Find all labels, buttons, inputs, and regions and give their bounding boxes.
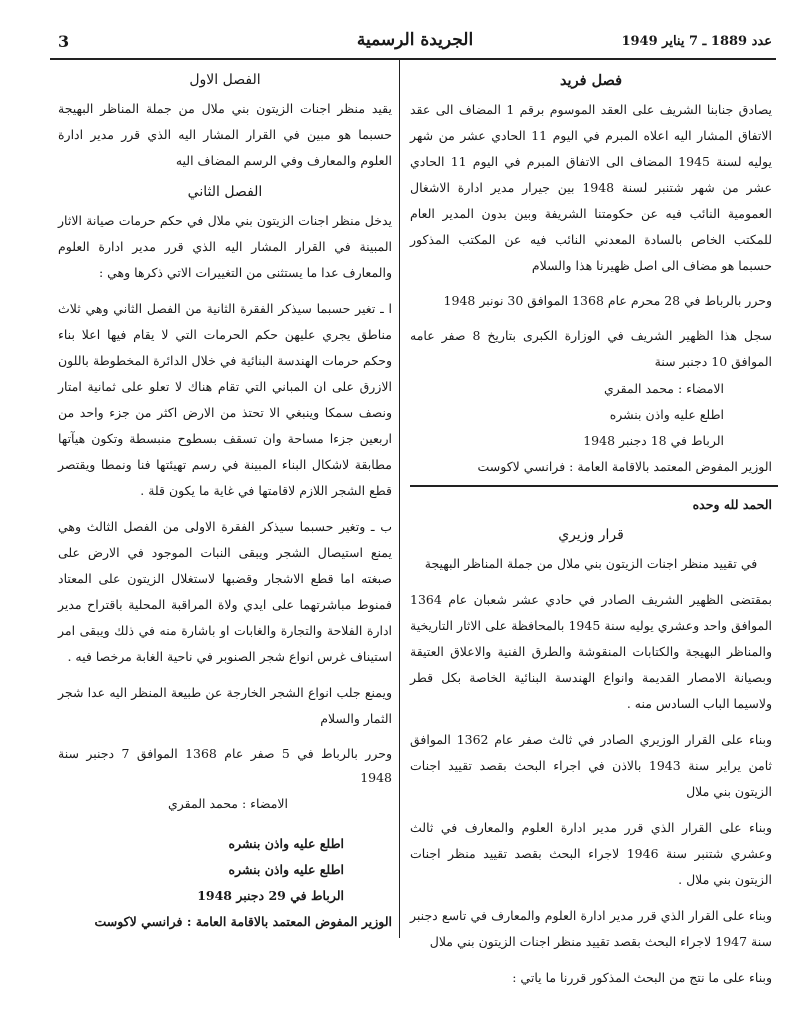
hamd-line: الحمد لله وحده — [692, 497, 772, 512]
seen-approved: اطلع عليه واذن بنشره — [609, 407, 724, 422]
chapter-1-paragraph: يقيد منظر اجنات الزيتون بني ملال من جملة المناظر البهيجة حسبما هو مبين في القرار المشار اليه الذي قرر مدير ادارة العلوم والمعارف وفي الرسم المضاف اليه — [58, 101, 392, 168]
preamble-paragraph-5: وبناء على ما نتج من البحث المذكور قررنا ما ياتي : — [512, 970, 772, 985]
dated-line: وحرر بالرباط في 28 محرم عام 1368 الموافق 30 نونبر 1948 — [443, 293, 772, 308]
resident-signature: الوزير المفوض المعتمد بالاقامة العامة : فرانسي لاكوست — [477, 459, 772, 474]
preamble-paragraph-4: وبناء على القرار الذي قرر مدير ادارة العلوم والمعارف في تاسع دجنبر سنة 1947 لاجراء البحث بقصد تقييد منظر اجنات الزيتون بني ملال — [410, 908, 772, 949]
signature: الامضاء : محمد المقري — [603, 381, 724, 396]
decree-subject: في تقييد منظر اجنات الزيتون بني ملال من جملة المناظر البهيجة — [424, 556, 758, 571]
chapter-title: فصل فريد — [559, 72, 623, 89]
header-rule — [50, 58, 776, 60]
resident-signature: الوزير المفوض المعتمد بالاقامة العامة : فرانسي لاكوست — [94, 914, 392, 929]
right-column — [410, 62, 772, 991]
left-column — [58, 62, 392, 936]
chapter-2-paragraph: يدخل منظر اجنات الزيتون بني ملال في حكم حرمات صيانة الاثار المبينة في القرار المشار اليه الذي قرر مدير ادارة العلوم والمعارف عدا ما يستثنى من التغييرات الاتي ذكرها وهي : — [58, 213, 392, 280]
registration-paragraph: سجل هذا الظهير الشريف في الوزارة الكبرى بتاريخ 8 صفر عامه الموافق 10 دجنبر سنة — [410, 328, 772, 369]
place-date: الرباط في 29 دجنبر 1948 — [197, 888, 344, 903]
preamble-paragraph-2: وبناء على القرار الوزيري الصادر في ثالث صفر عام 1362 الموافق ثامن يراير سنة 1943 بالاذن في اجراء البحث بقصد تقييد اجنات الزيتون بني ملال — [410, 732, 773, 799]
chapter-1-title: الفصل الاول — [189, 72, 261, 88]
dated-line: وحرر بالرباط في 5 صفر عام 1368 الموافق 7 دجنبر سنة 1948 — [58, 746, 392, 785]
gazette-title: الجريدة الرسمية — [356, 30, 474, 50]
closing-paragraph: ويمنع جلب انواع الشجر الخارجة عن طبيعة المنظر اليه عدا شجر الثمار والسلام — [58, 685, 392, 726]
issue-number: عدد 1889 ـ 7 يناير 1949 — [621, 34, 772, 49]
clause-b-paragraph: ب ـ وتغير حسبما سيذكر الفقرة الاولى من الفصل الثالث وهي يمنع استيصال الشجر ويبقى النبات الموجود في الارض على صبغته اما قطع الاشجار وقضبها لاستغلال الزيتون على المعتاد فمنوط مباشرتهما على ايدي ولاة المراقبة المحلية باقتراح مدير ادارة الفلاحة والتجارة والغابات او باشارة منه في ذلك ويبقى امر استيناف غرس انواع شجر الصنوبر في ناحية الغابة مرخصا فيه . — [58, 519, 392, 664]
seen-approved-1: اطلع عليه واذن بنشره — [228, 836, 344, 851]
column-divider — [399, 60, 400, 938]
decree-title: قرار وزيري — [558, 527, 624, 543]
signature: الامضاء : محمد المقري — [167, 796, 288, 811]
page-header — [58, 28, 772, 58]
section-rule — [410, 485, 778, 487]
chapter-2-title: الفصل الثاني — [187, 184, 263, 200]
place-date: الرباط في 18 دجنبر 1948 — [583, 433, 724, 448]
clause-a-paragraph: ا ـ تغير حسبما سيذكر الفقرة الثانية من الفصل الثاني وهي ثلاث مناطق يجري عليهن حكم الحرمات التي لا يقام فيها اعلا بناء وحكم حرمات الهندسة البنائية في خلال الدائرة المخطوطة باللون الازرق على ان المباني التي تقام هناك لا تعلو على ثمانية امتار ونصف سمكا وينبغي الا تحتذ من الارض اكثر من جزء واحد من اربعين جزءا مساحة وان تسقف بسطوح منبسطة وتكون هيآتها مطابقة لاشكال البناء المبينة في رسم تهيئتها فنا ونمطا ويقتصر قطع الشجر اللازم لاقامتها في غاية ما يكون قلة . — [58, 301, 392, 498]
preamble-paragraph-3: وبناء على القرار الذي قرر مدير ادارة العلوم والمعارف في ثالث وعشري شتنبر سنة 1946 لاجراء البحث بقصد تقييد منظر اجنات الزيتون بني ملال . — [410, 820, 772, 887]
dahir-paragraph: يصادق جنابنا الشريف على العقد الموسوم برقم 1 المضاف الى عقد الاتفاق المشار اليه اعلاه المبرم في اليوم 11 الحادي عشر من شهر يوليه لسنة 1945 المضاف الى الاتفاق المبرم في اليوم 11 الحادي عشر من شهر شتنبر لسنة 1948 بين جيرار مدير ادارة الاشغال العمومية النائب فيه عن حكومتنا الشريفة وبين بدون المدير العام للمكتب الخاص بالسادة المعدني النائب فيه عن المكتب المذكور حسبما هو مضاف الى اصل ظهيرنا هذا والسلام — [410, 102, 773, 273]
seen-approved-2: اطلع عليه واذن بنشره — [228, 862, 344, 877]
page-number: 3 — [58, 32, 70, 51]
preamble-paragraph-1: بمقتضى الظهير الشريف الصادر في حادي عشر شعبان عام 1364 الموافق واحد وعشري يوليه سنة 1945 بالمحافظة على الاثار التاريخية والمناظر البهيجة والكتابات المنقوشة والطرق الفنية والاعلاق العتيقة وبصيانة الامصار القديمة وانواع الهندسة البنائية الخاصة بكل قطر ولاسيما الباب السادس منه . — [410, 592, 772, 711]
